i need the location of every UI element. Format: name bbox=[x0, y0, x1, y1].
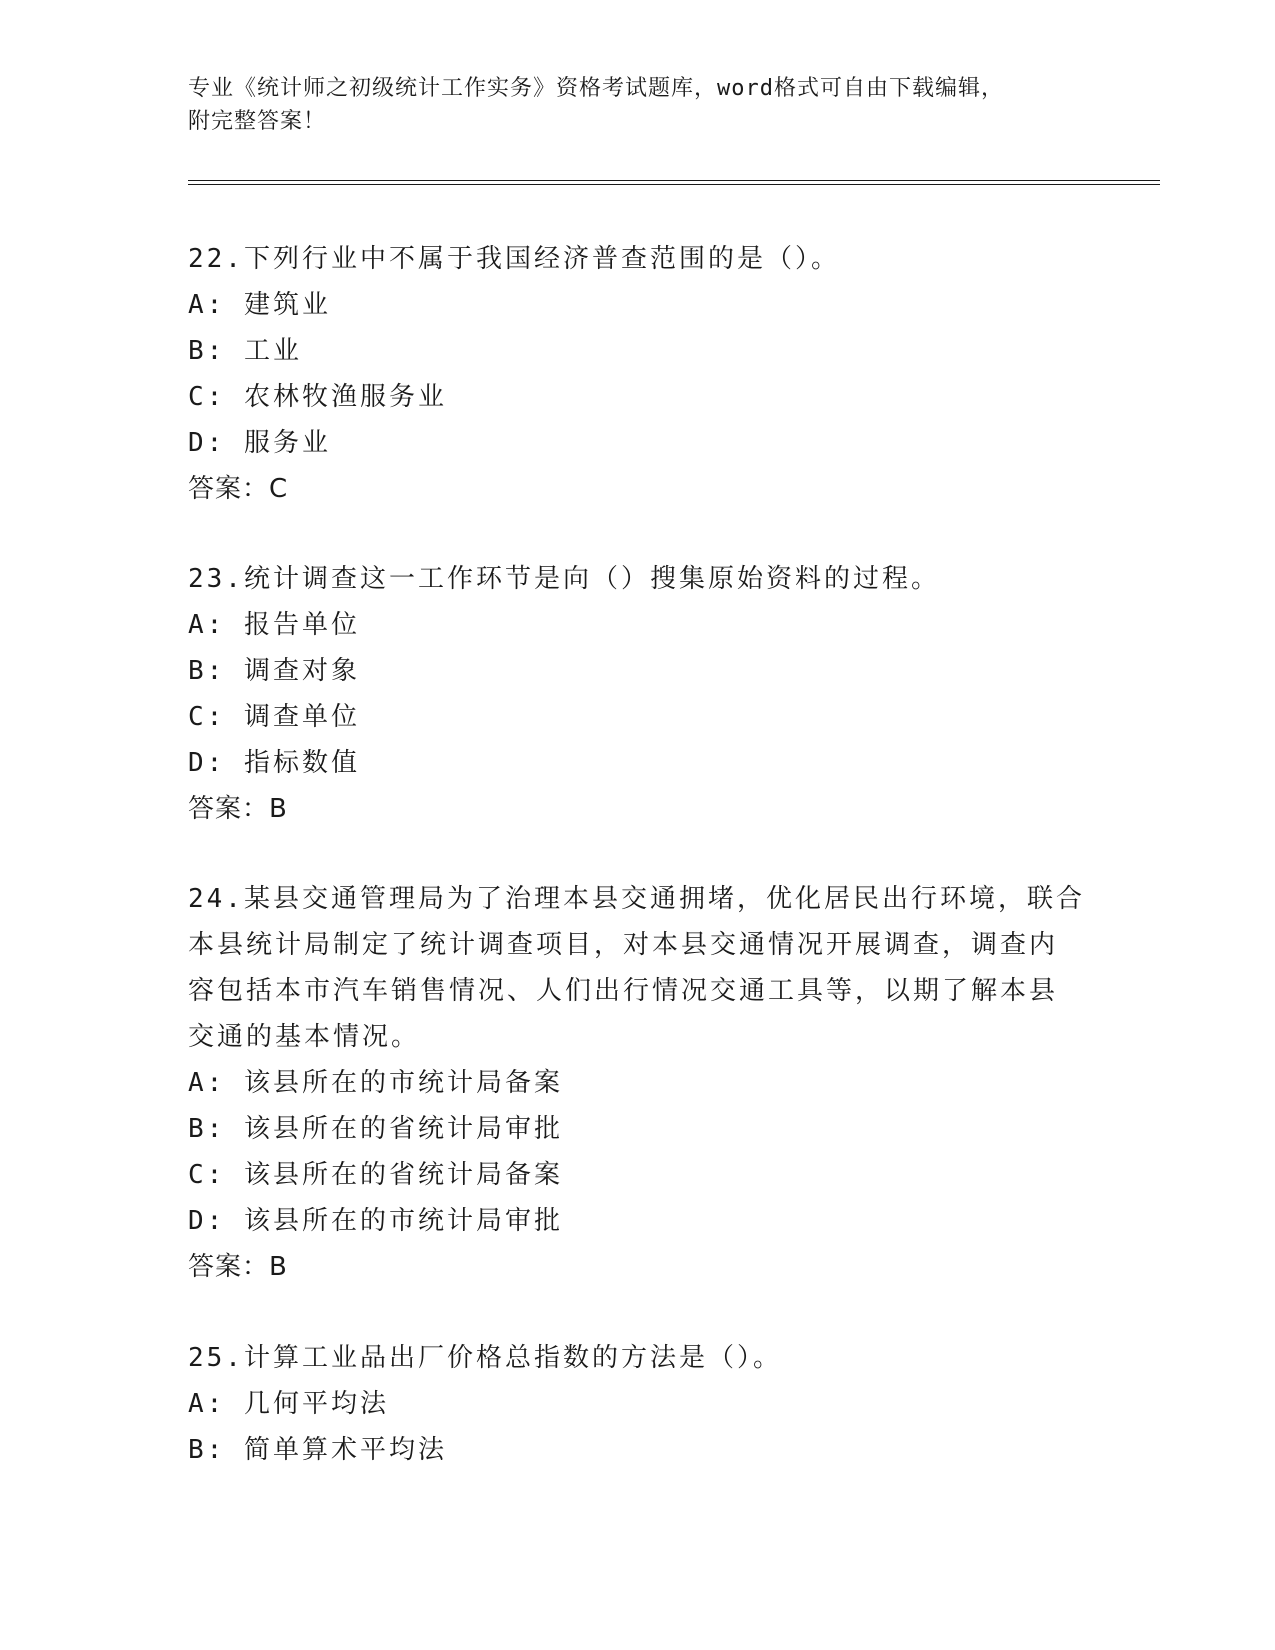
answer-line: 答案：C bbox=[188, 474, 289, 504]
option-d: D: 该县所在的市统计局审批 bbox=[188, 1206, 563, 1236]
question-stem: 22.下列行业中不属于我国经济普查范围的是（）。 bbox=[188, 244, 840, 274]
option-d: D: 指标数值 bbox=[188, 748, 360, 778]
option-a: A: 建筑业 bbox=[188, 290, 331, 320]
option-b: B: 调查对象 bbox=[188, 656, 360, 686]
header-divider-top bbox=[188, 180, 1160, 181]
option-b: B: 该县所在的省统计局审批 bbox=[188, 1114, 563, 1144]
question-stem-line-2: 本县统计局制定了统计调查项目，对本县交通情况开展调查，调查内 bbox=[188, 930, 1059, 960]
header-divider-bottom bbox=[188, 184, 1160, 185]
question-stem-line-1: 24.某县交通管理局为了治理本县交通拥堵，优化居民出行环境，联合 bbox=[188, 884, 1085, 914]
option-c: C: 农林牧渔服务业 bbox=[188, 382, 447, 412]
question-stem: 23.统计调查这一工作环节是向（）搜集原始资料的过程。 bbox=[188, 564, 940, 594]
option-b: B: 工业 bbox=[188, 336, 302, 366]
option-a: A: 报告单位 bbox=[188, 610, 360, 640]
option-c: C: 该县所在的省统计局备案 bbox=[188, 1160, 563, 1190]
question-stem: 25.计算工业品出厂价格总指数的方法是（）。 bbox=[188, 1343, 782, 1373]
option-a: A: 几何平均法 bbox=[188, 1389, 389, 1419]
question-22 bbox=[188, 236, 1088, 512]
option-a: A: 该县所在的市统计局备案 bbox=[188, 1068, 563, 1098]
question-23 bbox=[188, 556, 1088, 832]
question-24 bbox=[188, 876, 1088, 1290]
option-b: B: 简单算术平均法 bbox=[188, 1435, 447, 1465]
option-d: D: 服务业 bbox=[188, 428, 331, 458]
question-stem-line-4: 交通的基本情况。 bbox=[188, 1022, 421, 1052]
answer-line: 答案：B bbox=[188, 794, 288, 824]
header-line-1: 专业《统计师之初级统计工作实务》资格考试题库，word格式可自由下载编辑， bbox=[188, 76, 1004, 101]
header-line-2: 附完整答案！ bbox=[188, 109, 327, 134]
question-25 bbox=[188, 1335, 1088, 1473]
answer-line: 答案：B bbox=[188, 1252, 288, 1282]
document-header bbox=[188, 72, 1088, 138]
question-stem-line-3: 容包括本市汽车销售情况、人们出行情况交通工具等，以期了解本县 bbox=[188, 976, 1059, 1006]
option-c: C: 调查单位 bbox=[188, 702, 360, 732]
